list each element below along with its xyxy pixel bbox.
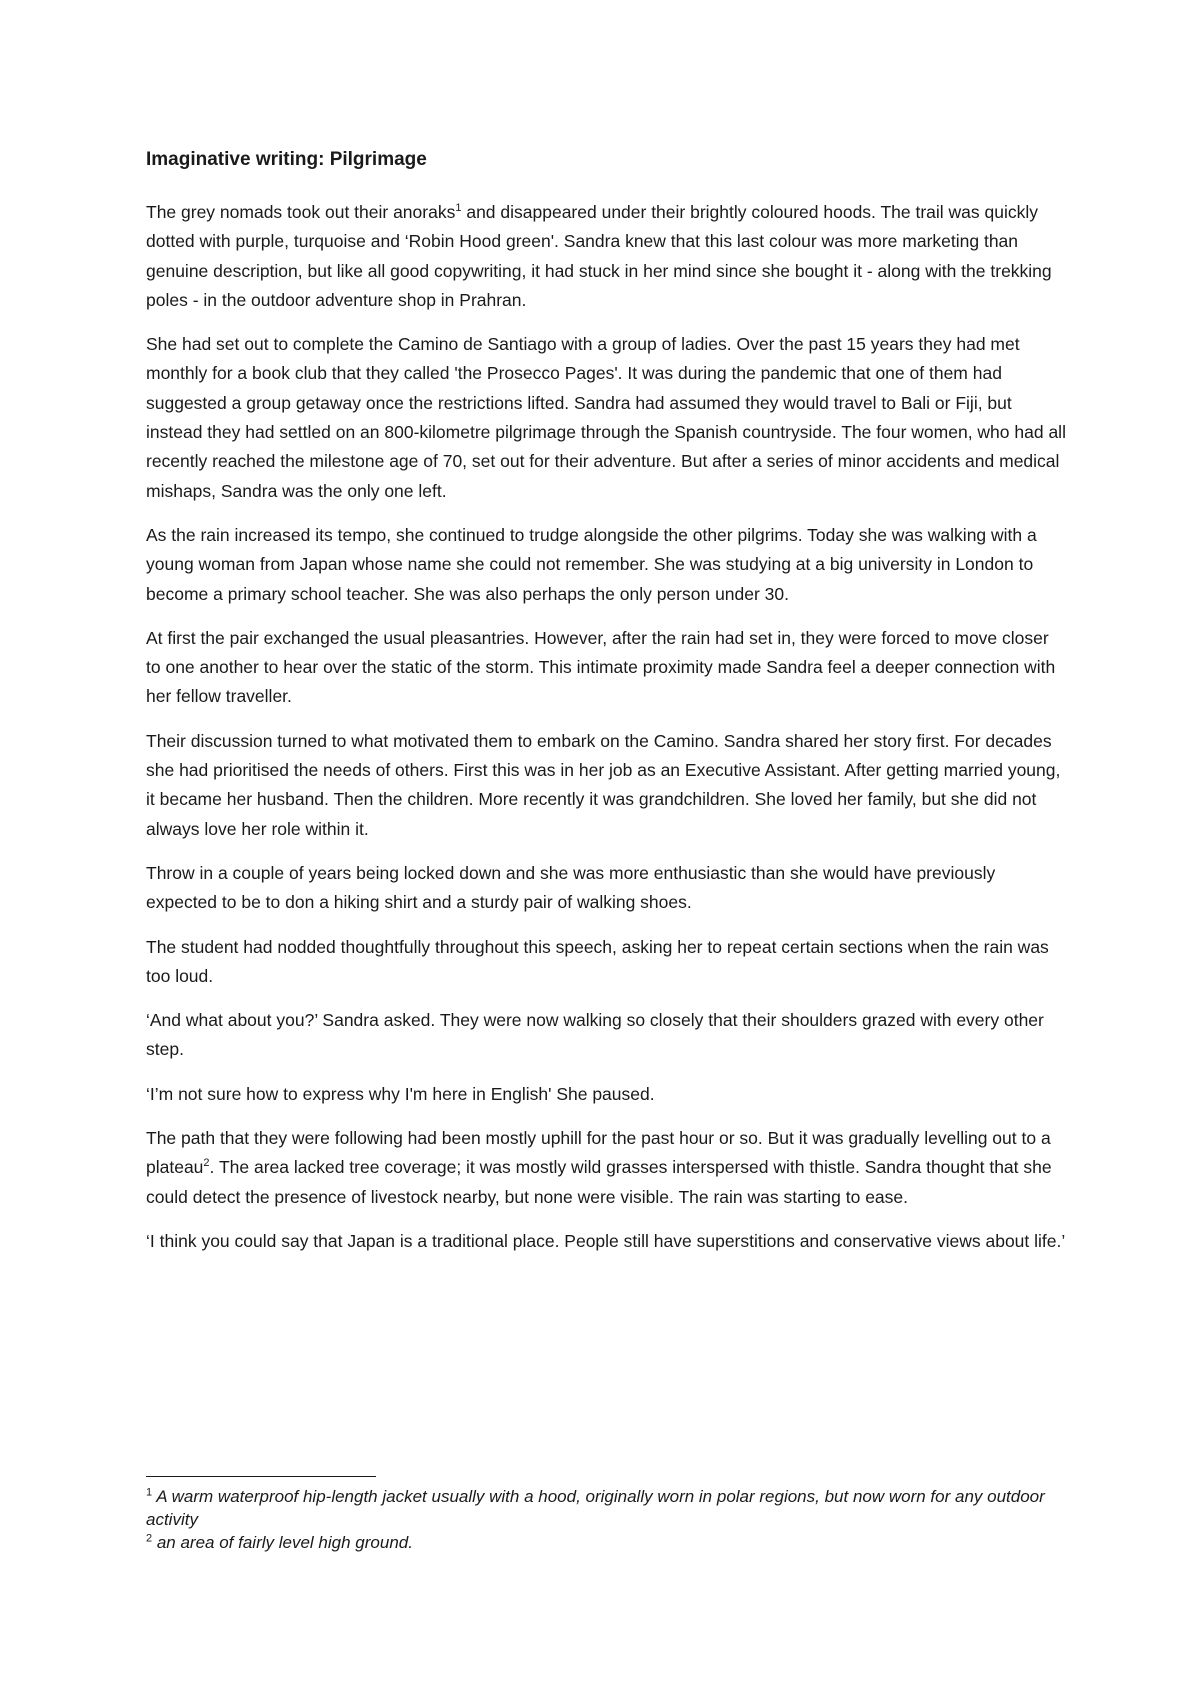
footnote-1 — [146, 1485, 1066, 1531]
paragraph-11: ‘I think you could say that Japan is a traditional place. People still have superstitions and conservative views about life.’ — [146, 1230, 1066, 1251]
paragraph-10-text-b: . The area lacked tree coverage; it was mostly wild grasses interspersed with thistle. Sandra thought that she could detect the presence of livestock nearby, but none were visible. The rain was starting to ease. — [146, 1157, 1052, 1207]
document-title: Imaginative writing: Pilgrimage — [146, 149, 427, 170]
document-body — [146, 140, 1066, 1271]
paragraph-10 — [146, 1124, 1066, 1212]
paragraph-1-text-a: The grey nomads took out their anoraks — [146, 202, 456, 222]
paragraph-5: Their discussion turned to what motivated them to embark on the Camino. Sandra shared her story first. For decades she had prioritised the needs of others. First this was in her job as an Executive Assistant. After getting married young, it became her husband. Then the children. More recently it was grandchildren. She loved her family, but she did not always love her role within it. — [146, 730, 1061, 839]
footnote-marker-1: 1 — [455, 202, 462, 215]
paragraph-9: ‘I’m not sure how to express why I'm here in English' She paused. — [146, 1083, 655, 1104]
paragraph-7: The student had nodded thoughtfully throughout this speech, asking her to repeat certain sections when the rain was too loud. — [146, 936, 1049, 986]
paragraph-10-text-a: The path that they were following had been mostly uphill for the past hour or so. But it was gradually levelling out to a plateau — [146, 1128, 1051, 1178]
footnotes — [146, 1476, 1066, 1554]
footnote-2 — [146, 1531, 1066, 1554]
paragraph-2: She had set out to complete the Camino de Santiago with a group of ladies. Over the past 15 years they had met monthly for a book club that they called 'the Prosecco Pages'. It was during the pandemic that one of them had suggested a group getaway once the restrictions lifted. Sandra had assumed they would travel to Bali or Fiji, but instead they had settled on an 800-kilometre pilgrimage through the Spanish countryside. The four women, who had all recently reached the milestone age of 70, set out for their adventure. But after a series of minor accidents and medical mishaps, Sandra was the only one left. — [146, 334, 1066, 501]
footnote-2-number: 2 — [146, 1532, 153, 1545]
paragraph-1-text-b: and disappeared under their brightly coloured hoods. The trail was quickly dotted with purple, turquoise and ‘Robin Hood green'. Sandra knew that this last colour was more marketing than genuine description, but like all good copywriting, it had stuck in her mind since she bought it - along with the trekking poles - in the outdoor adventure shop in Prahran. — [146, 202, 1052, 310]
footnote-1-text: A warm waterproof hip-length jacket usually with a hood, originally worn in polar regions, but now worn for any outdoor activity — [146, 1487, 1045, 1529]
footnote-1-number: 1 — [146, 1486, 153, 1499]
paragraph-8: ‘And what about you?’ Sandra asked. They were now walking so closely that their shoulders grazed with every other step. — [146, 1010, 1044, 1060]
paragraph-4: At first the pair exchanged the usual pleasantries. However, after the rain had set in, they were forced to move closer to one another to hear over the static of the storm. This intimate proximity made Sandra feel a deeper connection with her fellow traveller. — [146, 627, 1056, 707]
footnote-2-text: an area of fairly level high ground. — [152, 1533, 413, 1552]
footnote-separator — [146, 1476, 376, 1477]
paragraph-3: As the rain increased its tempo, she continued to trudge alongside the other pilgrims. Today she was walking with a young woman from Japan whose name she could not remember. She was studying at a big university in London to become a primary school teacher. She was also perhaps the only person under 30. — [146, 524, 1037, 604]
paragraph-1 — [146, 198, 1066, 315]
footnote-marker-2: 2 — [203, 1157, 210, 1170]
paragraph-6: Throw in a couple of years being locked down and she was more enthusiastic than she would have previously expected to be to don a hiking shirt and a sturdy pair of walking shoes. — [146, 862, 996, 913]
